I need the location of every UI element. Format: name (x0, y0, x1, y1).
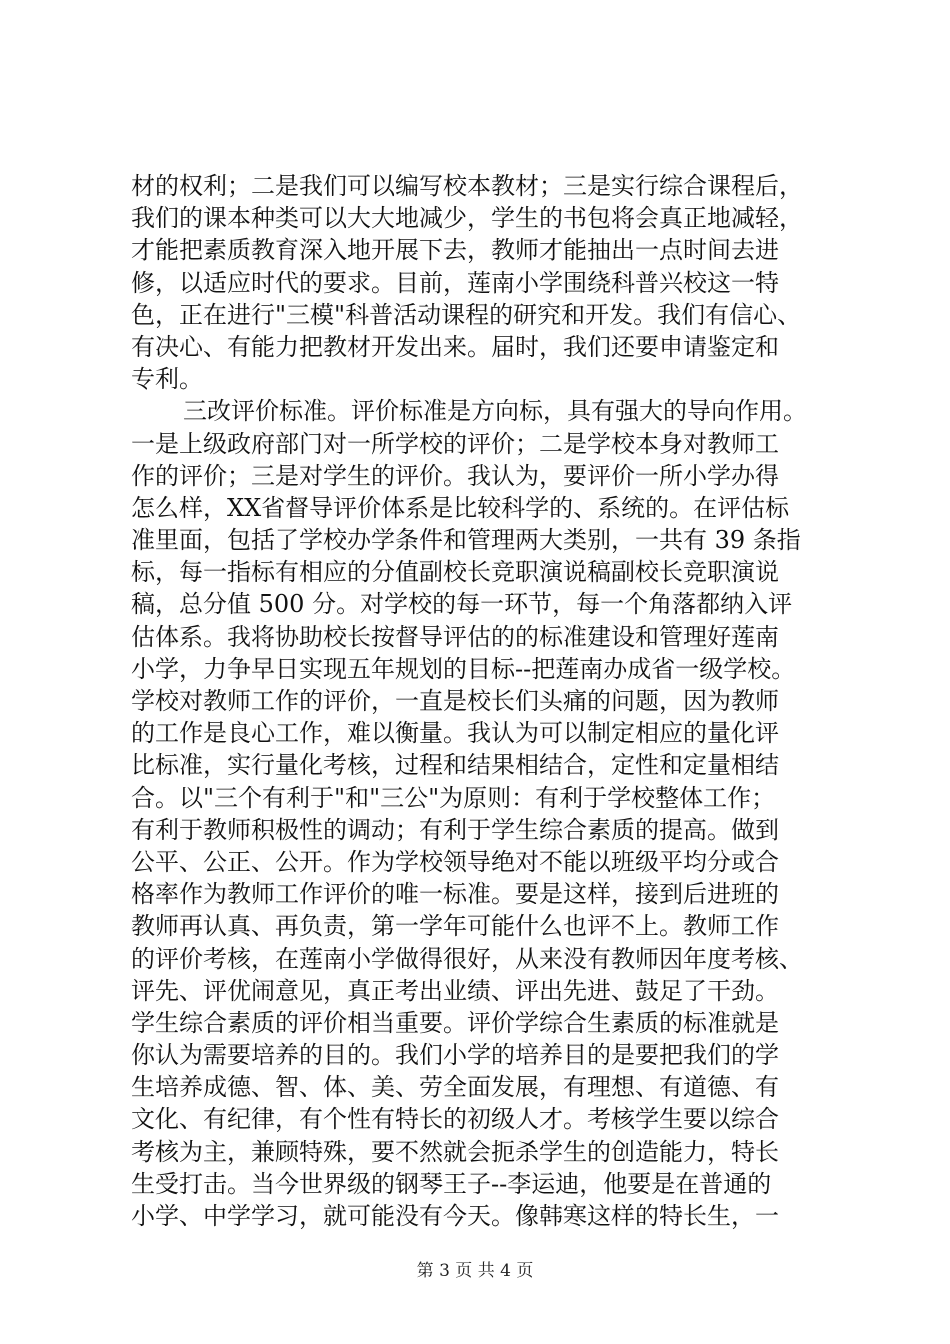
page-footer (0, 1256, 950, 1281)
text-line: 标，每一指标有相应的分值副校长竞职演说稿副校长竞职演说 (131, 558, 779, 587)
text-line: 文化、有纪律，有个性有特长的初级人才。考核学生要以综合 (131, 1105, 779, 1134)
text-line: 合。以"三个有利于"和"三公"为原则：有利于学校整体工作； (131, 783, 776, 812)
text-line: 你认为需要培养的目的。我们小学的培养目的是要把我们的学 (131, 1041, 779, 1070)
text-line: 专利。 (131, 365, 203, 394)
text-line: 小学、中学学习，就可能没有今天。像韩寒这样的特长生，一 (131, 1202, 779, 1230)
text-line: 估体系。我将协助校长按督导评估的的标准建设和管理好莲南 (131, 622, 779, 651)
text-line: 一是上级政府部门对一所学校的评价；二是学校本身对教师工 (131, 429, 779, 458)
text-line: 才能把素质教育深入地开展下去，教师才能抽出一点时间去进 (131, 236, 779, 265)
body-text (131, 170, 831, 1232)
text-line: 生培养成德、智、体、美、劳全面发展，有理想、有道德、有 (131, 1073, 779, 1102)
text-line: 有利于教师积极性的调动；有利于学生综合素质的提高。做到 (131, 815, 779, 844)
text-line: 比标准，实行量化考核，过程和结果相结合，定性和定量相结 (131, 751, 779, 780)
text-line: 考核为主，兼顾特殊，要不然就会扼杀学生的创造能力，特长 (131, 1137, 779, 1166)
text-line: 小学，力争早日实现五年规划的目标--把莲南办成省一级学校。 (131, 654, 796, 683)
text-line: 准里面，包括了学校办学条件和管理两大类别，一共有 39 条指 (131, 526, 801, 555)
page-number-label: 第 3 页 共 4 页 (416, 1261, 534, 1281)
paragraph-start-line: 三改评价标准。评价标准是方向标，具有强大的导向作用。 (183, 397, 807, 426)
text-line: 色，正在进行"三模"科普活动课程的研究和开发。我们有信心、 (131, 300, 802, 329)
text-line: 学生综合素质的评价相当重要。评价学综合生素质的标准就是 (131, 1008, 779, 1037)
text-line: 的评价考核，在莲南小学做得很好，从来没有教师因年度考核、 (131, 944, 803, 973)
text-line: 作的评价；三是对学生的评价。我认为，要评价一所小学办得 (131, 461, 779, 490)
text-line: 稿，总分值 500 分。对学校的每一环节，每一个角落都纳入评 (131, 590, 793, 619)
text-line: 修，以适应时代的要求。目前，莲南小学围绕科普兴校这一特 (131, 268, 779, 297)
text-line: 生受打击。当今世界级的钢琴王子--李运迪，他要是在普通的 (131, 1169, 772, 1198)
text-line: 怎么样，XX省督导评价体系是比较科学的、系统的。在评估标 (131, 493, 790, 522)
text-line: 学校对教师工作的评价，一直是校长们头痛的问题，因为教师 (131, 687, 779, 715)
text-line: 公平、公正、公开。作为学校领导绝对不能以班级平均分或合 (131, 847, 779, 876)
text-line: 教师再认真、再负责，第一学年可能什么也评不上。教师工作 (131, 912, 779, 941)
text-line: 材的权利；二是我们可以编写校本教材；三是实行综合课程后， (131, 172, 803, 200)
text-line: 评先、评优闹意见，真正考出业绩、评出先进、鼓足了干劲。 (131, 976, 779, 1005)
text-line: 有决心、有能力把教材开发出来。届时，我们还要申请鉴定和 (131, 332, 779, 361)
text-line: 格率作为教师工作评价的唯一标准。要是这样，接到后进班的 (131, 880, 779, 909)
text-line: 的工作是良心工作，难以衡量。我认为可以制定相应的量化评 (131, 719, 779, 748)
text-line: 我们的课本种类可以大大地减少，学生的书包将会真正地减轻， (131, 204, 803, 233)
